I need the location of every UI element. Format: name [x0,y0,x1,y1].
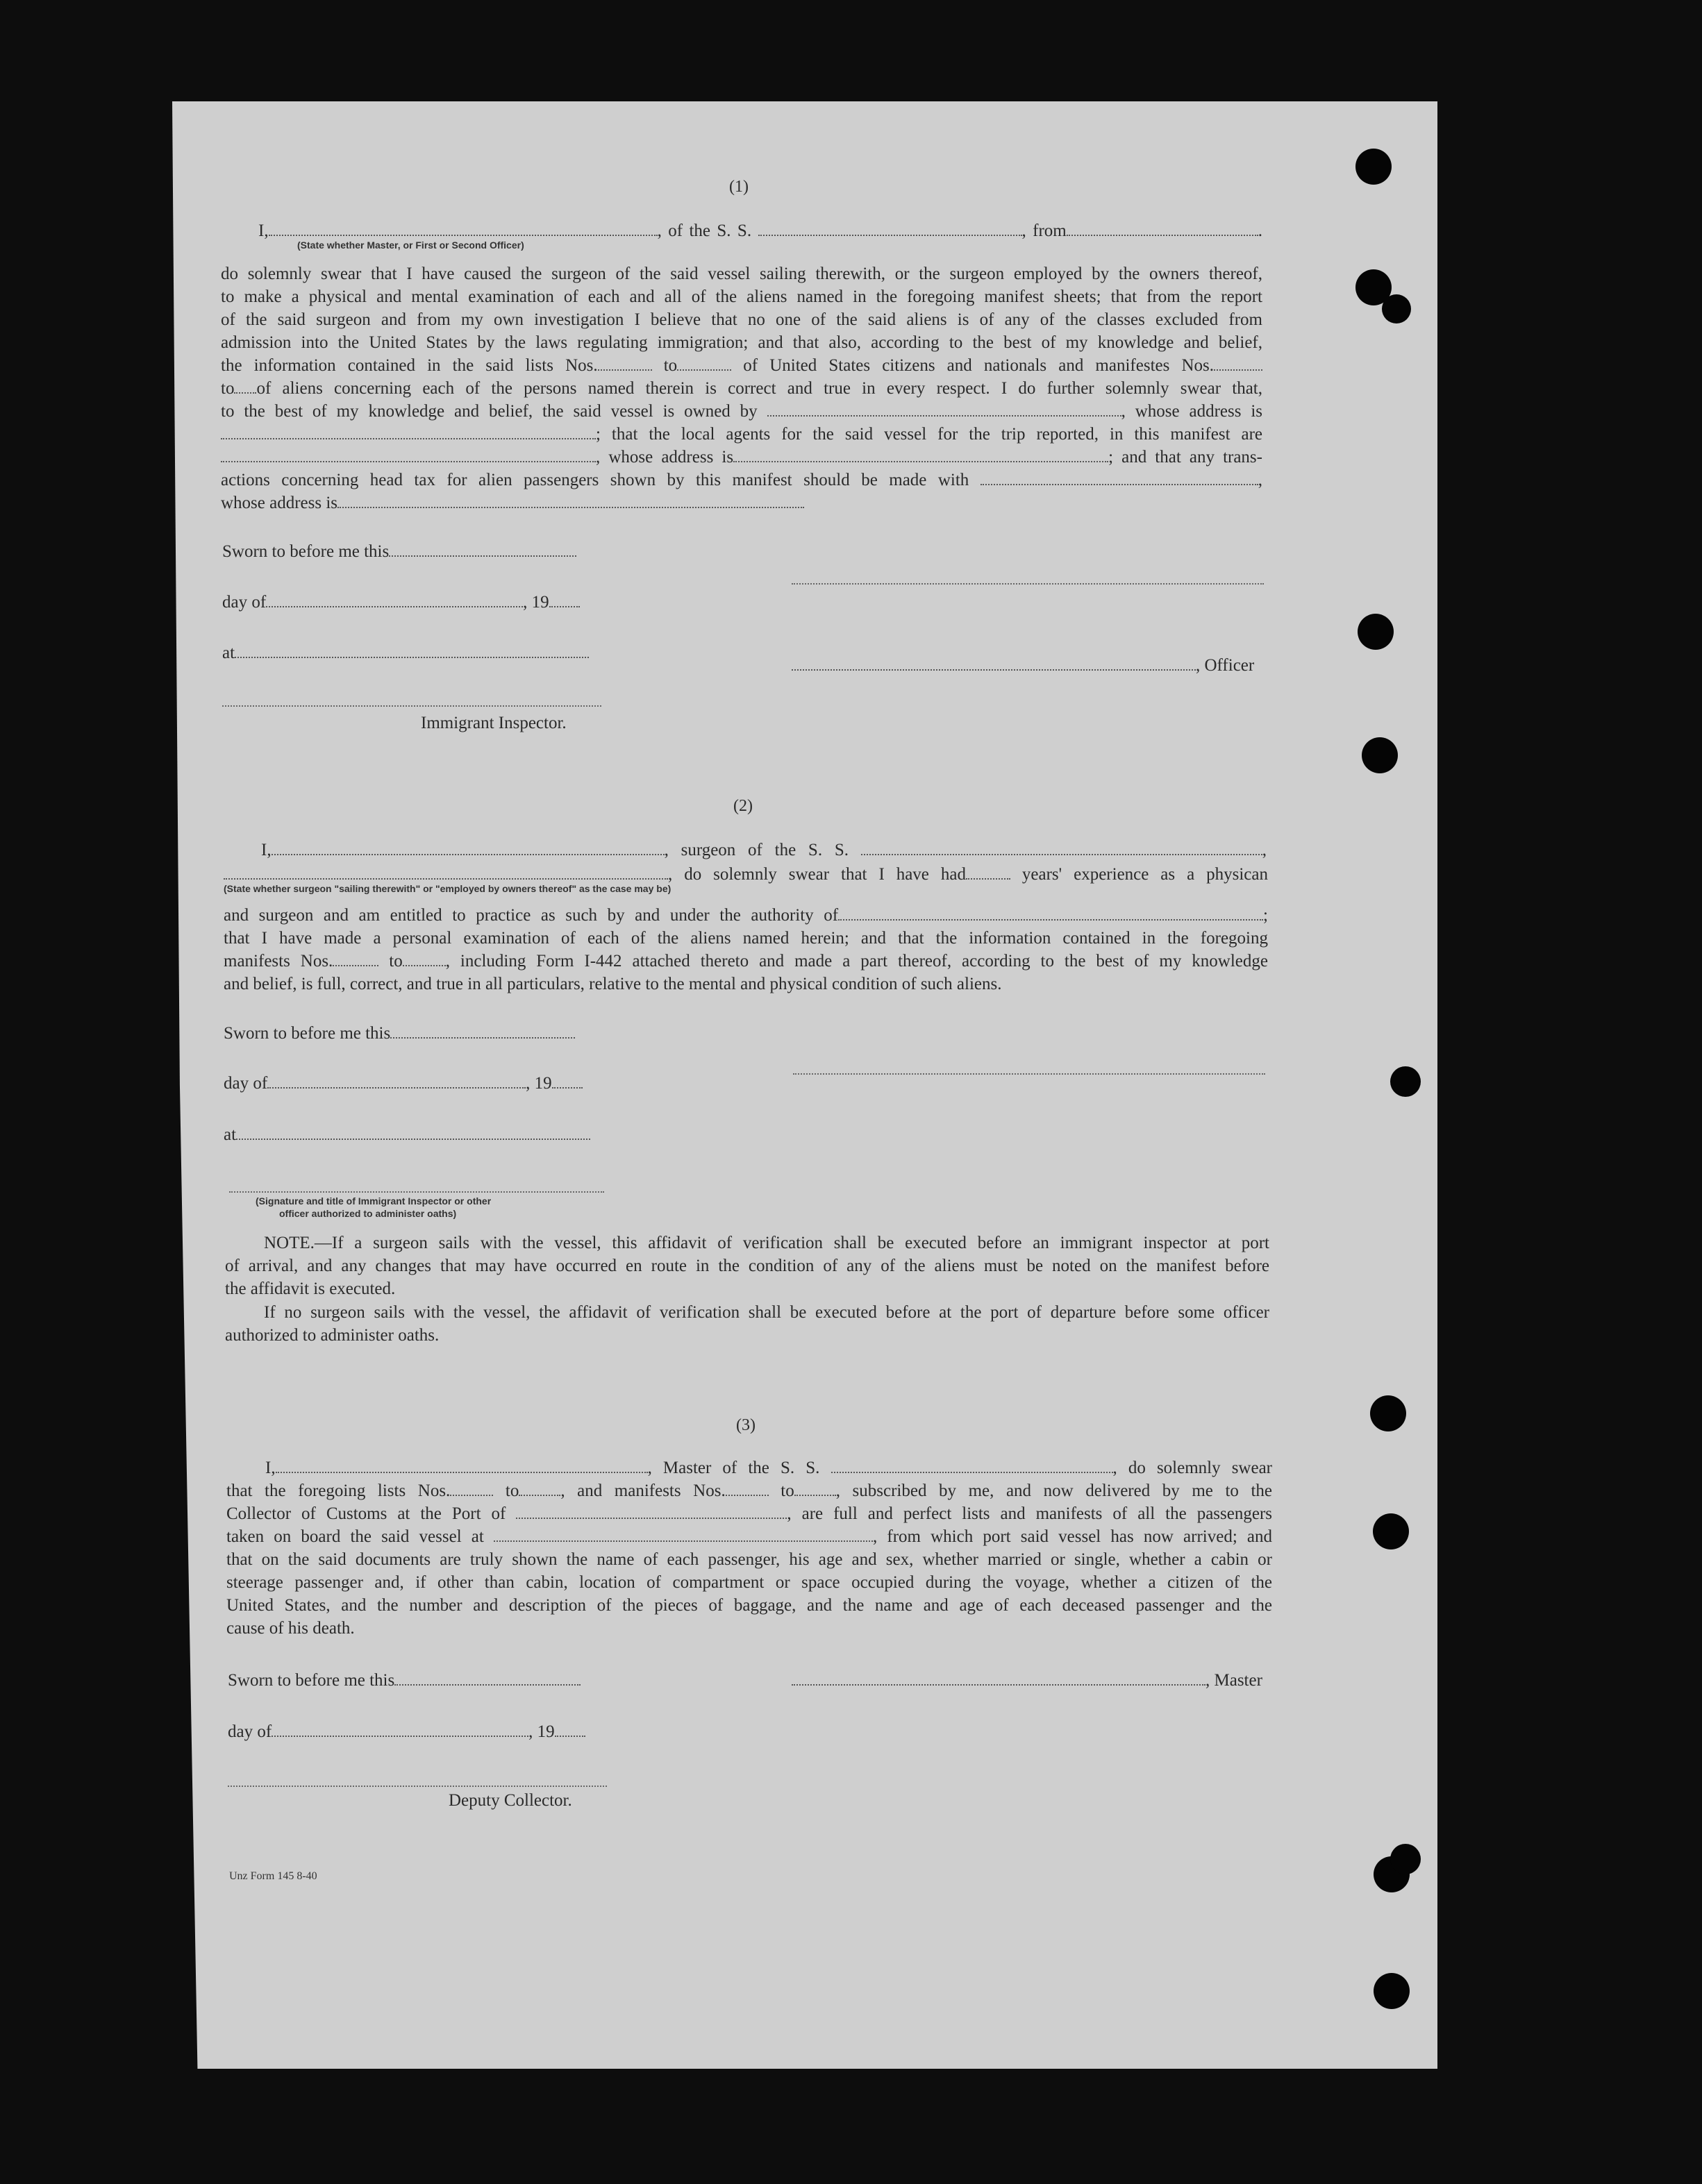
s2-sig-caption: officer authorized to administer oaths) [279,1208,457,1219]
s3-sworn: Sworn to before me this [228,1670,581,1690]
s3-line1: I, , Master of the S. S. , do solemnly swear [265,1459,1272,1477]
punch-hole [1382,294,1411,324]
s2-line1: I, , surgeon of the S. S. , [261,841,1267,859]
s3-para-line: Collector of Customs at the Port of , are full and perfect lists and manifests of all the passengers [226,1504,1273,1523]
s1-para-line: to the best of my knowledge and belief, the said vessel is owned by , whose address is [221,402,1263,421]
punch-hole [1370,1395,1406,1431]
punch-hole [1390,1066,1421,1097]
s1-para-line: to of aliens concerning each of the persons named therein is correct and true in every respect. I do further solemnly swear that, [221,379,1262,398]
punch-hole [1362,737,1398,773]
section-2-number: (2) [733,797,753,815]
s2-note-line: NOTE.—If a surgeon sails with the vessel, this affidavit of verification shall be executed before an immigrant inspector at port [264,1234,1269,1252]
s2-para-line: and surgeon and am entitled to practice as such by and under the authority of ; [224,906,1268,925]
s1-para-line: , whose address is ; and that any trans- [221,446,1262,469]
s2-signature-line [793,1073,1265,1075]
s2-note2-line: If no surgeon sails with the vessel, the affidavit of verification shall be executed before at the port of departure before some officer [264,1303,1269,1322]
s3-day-of: day of , 19 [228,1722,585,1742]
s1-line1: I, , of the S. S. , from . [258,221,1262,240]
s3-master: , Master [792,1670,1262,1690]
s1-para-line: actions concerning head tax for alien passengers shown by this manifest should be made with , [221,471,1262,489]
s3-deputy-line [228,1786,607,1787]
s1-at: at [222,643,589,663]
s2-note2-line: authorized to administer oaths. [225,1326,440,1345]
s3-deputy: Deputy Collector. [449,1791,572,1810]
s1-signature-line [792,583,1264,585]
s2-note-line: of arrival, and any changes that may have occurred en route in the condition of any of the aliens must be noted on the manifest before [225,1257,1269,1275]
s1-para-line: do solemnly swear that I have caused the surgeon of the said vessel sailing therewith, or the surgeon employed by the owners thereof, [221,264,1262,283]
s2-line2: , do solemnly swear that I have had years' experience as a physican [224,863,1268,886]
s1-para-line: whose address is [221,492,1262,514]
s3-para-line: that the foregoing lists Nos. to , and manifests Nos. to , subscribed by me, and now delivered by me to the [226,1481,1273,1500]
s1-day-of: day of , 19 [222,592,580,612]
s1-caption: (State whether Master, or First or Second Officer) [297,240,524,251]
punch-hole [1374,1973,1410,2009]
s2-para-line: and belief, is full, correct, and true in all particulars, relative to the mental and physical condition of such aliens. [224,975,1002,993]
s2-day-of: day of , 19 [224,1073,583,1093]
s2-officer-line [229,1191,604,1193]
s1-para-line: of the said surgeon and from my own investigation I believe that no one of the said aliens is of any of the classes excluded from [221,310,1262,329]
s3-para-line: taken on board the said vessel at , from which port said vessel has now arrived; and [226,1527,1273,1546]
s2-caption: (State whether surgeon "sailing therewith" or "employed by owners thereof" as the case may be) [224,883,671,894]
punch-hole [1355,149,1392,185]
s2-note-line: the affidavit is executed. [225,1279,396,1298]
s2-sig-caption: (Signature and title of Immigrant Inspector or other [256,1195,492,1207]
s1-inspector-line [222,705,601,707]
s3-para-line: cause of his death. [226,1619,355,1638]
s1-officer: , Officer [792,655,1254,675]
s2-sworn: Sworn to before me this [224,1023,575,1043]
s3-para-line: steerage passenger and, if other than cabin, location of compartment or space occupied during the voyage, whether a citizen of the [226,1573,1272,1592]
s1-inspector: Immigrant Inspector. [421,714,567,732]
s1-para-line: to make a physical and mental examination of each and all of the aliens named in the foregoing manifest sheets; that from the report [221,287,1262,306]
section-1-number: (1) [729,178,749,196]
punch-hole [1358,614,1394,650]
s3-para-line: United States, and the number and description of the pieces of baggage, and the name and age of each deceased passenger and the [226,1596,1272,1615]
s3-para-line: that on the said documents are truly shown the name of each passenger, his age and sex, whether married or single, whether a cabin or [226,1550,1272,1569]
s1-para-line: the information contained in the said lists Nos. to of United States citizens and nationals and manifestes Nos. [221,354,1262,377]
punch-hole [1390,1844,1421,1874]
form-number: Unz Form 145 8-40 [229,1870,317,1882]
s2-para-line: that I have made a personal examination of each of the aliens named herein; and that the information contained in the foregoing [224,929,1268,948]
s1-para-line: ; that the local agents for the said vessel for the trip reported, in this manifest are [221,423,1262,446]
s2-para-line: manifests Nos. to , including Form I-442 attached thereto and made a part thereof, according to the best of my knowledge [224,952,1268,971]
s2-at: at [224,1125,590,1145]
punch-hole [1373,1513,1409,1549]
s1-sworn: Sworn to before me this [222,541,576,562]
section-3-number: (3) [736,1416,756,1434]
s1-para-line: admission into the United States by the laws regulating immigration; and that also, according to the best of my knowledge and belief, [221,333,1262,352]
